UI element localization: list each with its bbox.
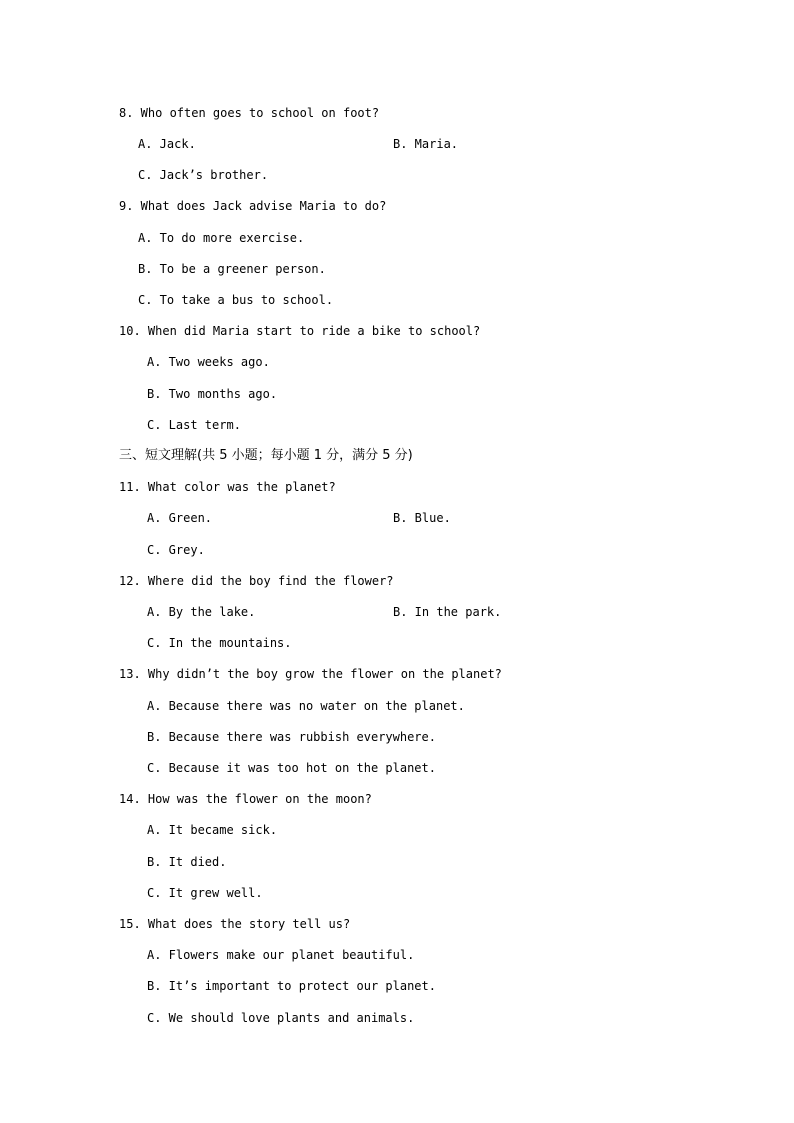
option-14b: B. It died. xyxy=(147,855,227,869)
option-12c: C. In the mountains. xyxy=(147,636,292,650)
option-9a: A. To do more exercise. xyxy=(138,231,305,245)
question-11: 11. What color was the planet? xyxy=(119,480,336,494)
option-8a: A. Jack. xyxy=(138,137,196,151)
option-11b: B. Blue. xyxy=(393,511,451,525)
option-10a: A. Two weeks ago. xyxy=(147,355,270,369)
option-9c: C. To take a bus to school. xyxy=(138,293,334,307)
option-14a: A. It became sick. xyxy=(147,823,278,837)
question-8: 8. Who often goes to school on foot? xyxy=(119,106,380,120)
option-13b: B. Because there was rubbish everywhere. xyxy=(147,730,436,744)
option-12a: A. By the lake. xyxy=(147,605,256,619)
option-10b: B. Two months ago. xyxy=(147,387,278,401)
question-9: 9. What does Jack advise Maria to do? xyxy=(119,199,387,213)
option-13a: A. Because there was no water on the planet. xyxy=(147,699,465,713)
option-15a: A. Flowers make our planet beautiful. xyxy=(147,948,415,962)
question-12: 12. Where did the boy find the flower? xyxy=(119,574,394,588)
question-15: 15. What does the story tell us? xyxy=(119,917,351,931)
option-8b: B. Maria. xyxy=(393,137,459,151)
option-12b: B. In the park. xyxy=(393,605,502,619)
option-9b: B. To be a greener person. xyxy=(138,262,326,276)
option-11c: C. Grey. xyxy=(147,543,205,557)
option-11a: A. Green. xyxy=(147,511,213,525)
question-10: 10. When did Maria start to ride a bike to school? xyxy=(119,324,481,338)
option-8c: C. Jack’s brother. xyxy=(138,168,269,182)
question-14: 14. How was the flower on the moon? xyxy=(119,792,372,806)
option-13c: C. Because it was too hot on the planet. xyxy=(147,761,436,775)
question-13: 13. Why didn’t the boy grow the flower on the planet? xyxy=(119,667,502,681)
option-14c: C. It grew well. xyxy=(147,886,263,900)
option-10c: C. Last term. xyxy=(147,418,241,432)
option-15b: B. It’s important to protect our planet. xyxy=(147,979,436,993)
section-heading: 三、短文理解(共 5 小题；每小题 1 分，满分 5 分) xyxy=(119,448,413,463)
option-15c: C. We should love plants and animals. xyxy=(147,1011,415,1025)
